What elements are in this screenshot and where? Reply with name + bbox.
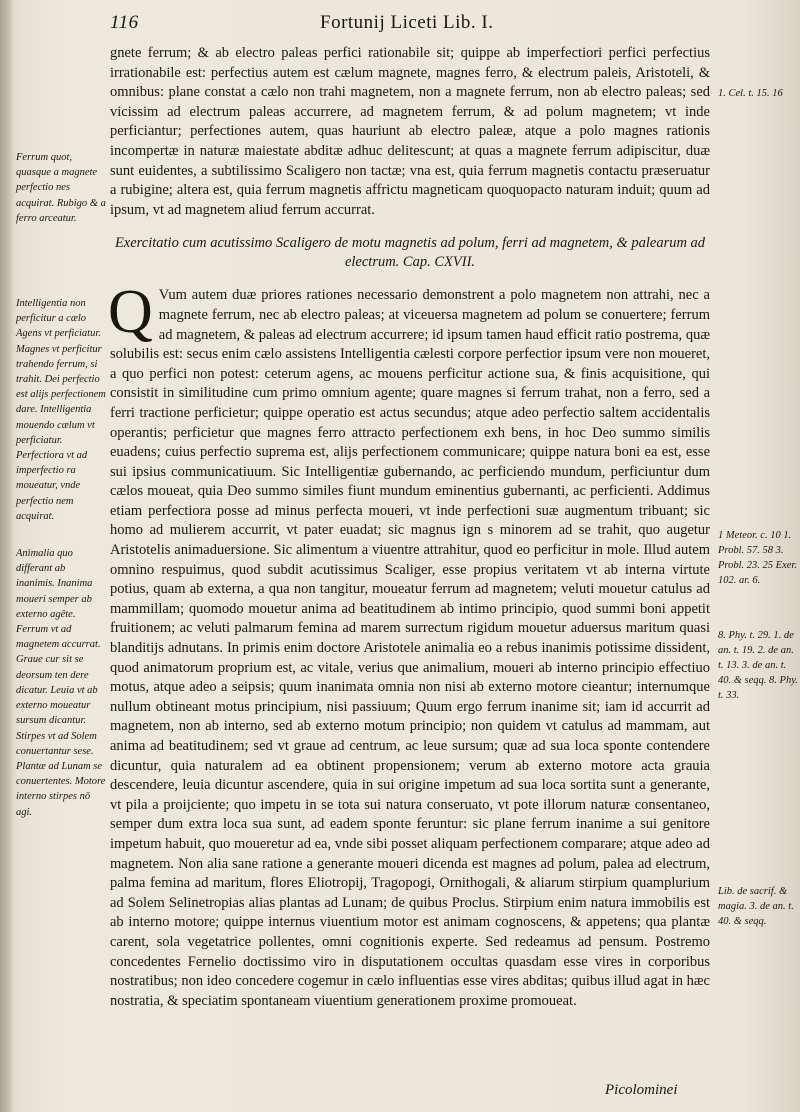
chapter-paragraph <box>108 278 710 1011</box>
margin-note: Ferrum quot, quasque a magnete perfectio nes acquirat. Rubigo & a ferro arceatur. <box>16 152 106 224</box>
margin-reference: 8. Phy. t. 29. 1. de an. t. 19. 2. de an. t. 13. 3. de an. t. 40. & seqq. 8. Phy. t. 33. <box>718 630 798 701</box>
running-title: Fortunij Liceti Lib. I. <box>320 12 494 33</box>
running-head <box>110 12 740 40</box>
page-gutter-shadow <box>0 0 14 1112</box>
catchword: Picolominei <box>605 1082 678 1098</box>
chapter-paragraph-text: Vum autem duæ priores rationes necessario demonstrent a polo magnetem non attrahi, nec a magnete ferrum, nec ab electro paleas; at viceuersa magnetem ad polum se conuertere; ferrum ad magnetem, & paleas ad electrum accurrere; id ipsum tamen haud efficit ratio postrema, quæ solubilis est: secus enim cælo assistens Intelligentia cælesti corpore perfectior ipsum vere non moueret, a quo perfici non potest: ceterum agens, ac mouens perficitur actione sua, & finis acquisitione, qui consistit in similitudine cum primo omnium agente; quare magnes si ferrum trahat, non a ferro, sed a ferri tractione perficietur; quippe operatio est actus secundus; atque adeo perfectio saltem accidentalis operantis; perficietur que magnes ferro attracto perfectionem exh bens, in hoc Deo summo similis euadens; cuius perfectio suprema est, alijs perfectionem communicare; quippe natura boni ea est, esse sui ipsius communicatiuum. Sic Intelligentiæ gubernando, ac perficiendo mundum, perficiuntur dum cælos moueat, quia Deo summo similes fiunt mundum eminentius gubernanti, ac perficienti. Addimus etiam perfectiora posse ad minus perfecta moueri, vt inde perfectioni suæ augmentum tribuant; sic homo ad mulierem accurrit, vt pater euadat; sic magnus ign s minorem ad se trahit, quo augetur Aristotelis animaduersione. Sic alimentum a viuentre attrahitur, quod eo perficitur in mole. Illud autem omnino respuimus, quod subdit acutissimus Scaliger, esse propius veritatem vt ab interna virtute potius, quam ab externa, a qua non tangitur, moueatur ferrum ad magnetem; veluti mouetur catulus ad mammillam; quomodo mouetur anima ad beatitudinem ab intimo principio, quod summi boni appetit fruitionem; ac veluti palmarum femina ad marem surrectum rigidum mouetur aduersus maritum quasi blanditijs adnutans. In primis enim doctore Aristotele animalia eo a rebus inanimis potissime dissident, quod animatorum proprium est, ac vitale, verius que animalium, moueri ab interno principio effectiuo motus, atque adeo a seipsis; quum inanimata omnia non nisi ab externo motore cieantur; internumque nullum obtineant motus principium, nisi passiuum; Quum ergo ferrum inanime sit; iam id accurrit ad magnetem, non ab interno, sed ab externo motum principio; non quidem vt catulus ad mammam, aut anima ad beatitudinem; sed vt graue ad centrum, ac leue sursum; quæ ad sua loca sponte contendere dicuntur, quia naturalem ad ea obtinent propensionem; verum ab externo motore acta grauia descendere, leuia dicuntur ascendere, quia in sui origine impetum ad sua loca sortita sunt a generante, vt pila a proijciente; quo impetu in se tota sui natura conseruato, vt pote illorum naturæ consentaneo, semper dum extra loca sua sunt, ad eadem sponte feruntur: sic plane ferrum inanime a sui genitore impetum habuit, quo moueretur ad ea, vnde sibi posset aliquam perfectionem comparare; atque adeo ad magnetem. Non alia sane ratione a generante moueri dicenda est magnes ad polum, palea ad electrum, palma femina ad maritum, flores Eliotropij, Tragopogi, Ornithogali, & aliarum stirpium quamplurium ad Solem Selinetropias alias plantas ad Lunam; de quibus Proclus. Stirpium enim natura immobilis est ab interno motore; quippe internus viuentium motor est animam cognoscens, & appetens; qua plantæ carent, sola vegetatrice pollentes, omni cognitionis experte. Sed redeamus ad pensum. Postremo concedentes Fernelio doctissimo viro in disputationem occultas quasdam esse vires in corporibus nostratibus; non ideo concedere cogemur in cælo influentias esse vires abditas; quibus illud agat in hæc nostratia, & speciatim spontaneam viuentium generationem proxime promoueat. <box>110 287 710 1009</box>
page-number: 116 <box>110 12 139 33</box>
margin-reference: 1 Meteor. c. 10 1. Probl. 57. 58 3. Probl. 23. 25 Exer. 102. ar. 6. <box>718 530 797 586</box>
left-margin-notes <box>16 150 106 832</box>
margin-reference: Lib. de sacrif. & magia. 3. de an. t. 40. & seqq. <box>718 886 794 927</box>
paragraph-continuation: gnete ferrum; & ab electro paleas perfici rationabile sit; quippe ab imperfectiori perfici perfectius irrationabile est: perfectius autem est cælum magnete, magnes ferro, & electrum paleis, Aristoteli, & omnibus: plane constat a cælo non trahi magnetem, non a magnete ferrum, non ab electro paleas; sed vicissim ad electrum paleas accurrere, ad magnetem ferrum, & ad polum magnetem; vt inde perficiantur; perfectiones autem, quas hauriunt ab electro paleæ, atque a polo magnes rationis incompertæ in naturæ maiestate abditæ adhuc delitescunt; at quas a magnete ferrum adipiscitur, duæ sunt euidentes, a subtilissimo Scaligero non tactæ; vna est, quia ferrum magnetis contactu præseruatur a rubigine; altera est, quia ferrum magnetis affrictu magneticam quoquopacto naturam induit; quum ad ipsum, vt ad magnetem aliud ferrum accurrat. <box>110 45 710 218</box>
margin-note: Intelligentia non perficitur a cælo Agens vt perficiatur. Magnes vt perficitur trahendo ferrum, si trahit. Dei perfectio est alijs perfectionem dare. Intelligentia mouendo cælum vt perficiatur. Perfectiora vt ad imperfectio ra moueatur, vnde perfectio nem acquirat. <box>16 298 106 522</box>
drop-capital: Q <box>108 278 153 347</box>
chapter-title: Exercitatio cum acutissimo Scaligero de motu magnetis ad polum, ferri ad magnetem, & palearum ad electrum. Cap. CXVII. <box>114 235 706 271</box>
main-text <box>110 44 710 1011</box>
margin-note: Animalia quo differant ab inanimis. Inanima moueri semper ab externo agēte. Ferrum vt ad magnetem accurrat. Graue cur sit se deorsum ten dere dicatur. Leuia vt ab externo moueatur sursum dicantur. Stirpes vt ad Solem conuertantur sese. Plantæ ad Lunam se conuertentes. Motore interno stirpes nō agi. <box>16 548 106 818</box>
margin-reference: 1. Cel. t. 15. 16 <box>718 88 783 99</box>
